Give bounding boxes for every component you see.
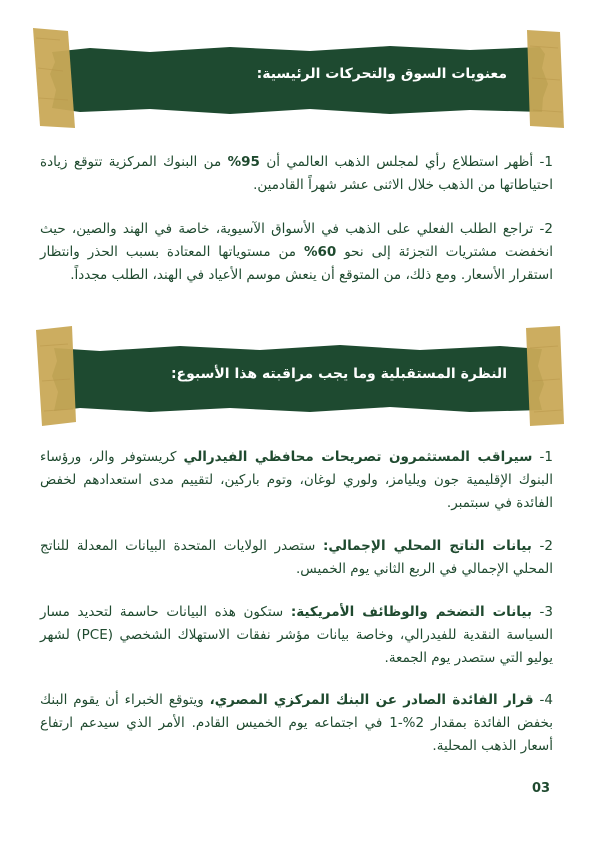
item-number: 1- [532,449,553,465]
item-text: ستصدر الولايات المتحدة البيانات المعدلة للناتج المحلي الإجمالي في الربع الثاني يوم الخميس. [40,538,553,577]
section2-item-1 [40,446,553,515]
item-lead: بيانات التضخم والوظائف الأمريكية: [290,604,532,620]
tape-left-1 [33,28,75,128]
section-banner-1 [30,28,565,128]
item-bold: 60% [303,244,337,260]
item-text: ويتوقع الخبراء أن يقوم البنك بخفض الفائدة بمقدار 2%-1 في اجتماعه يوم الخميس القادم. الأمر الذي سيدعم ارتفاع أسعار الذهب المحلية. [40,692,553,754]
item-lead: سيراقب المستثمرون تصريحات محافظي الفيدرالي [183,449,533,465]
item-text: ستكون هذه البيانات حاسمة لتحديد مسار السياسة النقدية للفيدرالي، وخاصة بيانات مؤشر نفقات الاستهلاك الشخصي (PCE) لشهر يوليو التي ستصدر يوم الجمعة. [40,604,554,666]
section-title-2: النظرة المستقبلية وما يجب مراقبته هذا الأسبوع: [170,366,507,382]
section2-item-4 [40,689,553,758]
section-title-1: معنويات السوق والتحركات الرئيسية: [256,66,507,82]
item-number: 2- [531,538,553,554]
section1-item-1 [40,151,553,197]
item-text-end: من مستوياتها المعتادة بسبب الحذر وانتظار استقرار الأسعار. ومع ذلك، من المتوقع أن ينعش موسم الأعياد في الهند، الطلب مجدداً. [40,244,553,283]
section1-item-2 [40,218,553,287]
item-lead: قرار الفائدة الصادر عن البنك المركزي المصري، [209,692,534,708]
item-bold: 95% [227,154,260,170]
item-text: كريستوفر والر، ورؤساء البنوك الإقليمية جون ويليامز، ولوري لوغان، وتوم باركين، لتقييم مدى استعدادهم لخفض الفائدة في سبتمبر. [40,449,553,511]
item-number: 3- [531,604,553,620]
section2-item-2 [40,535,553,581]
item-number: 4- [533,692,553,708]
tape-left-2 [36,326,76,426]
item-number: 2- [533,221,553,237]
item-text: تراجع الطلب الفعلي على الذهب في الأسواق الآسيوية، خاصة في الهند والصين، حيث انخفضت مشتريات التجزئة إلى نحو [40,221,553,260]
section2-item-3 [40,601,553,670]
item-number: 1- [533,154,554,170]
section-banner-2 [30,326,565,426]
page-number: 03 [532,781,551,796]
item-lead: بيانات الناتج المحلي الإجمالي: [322,538,532,554]
item-text-end: من البنوك المركزية تتوقع زيادة احتياطاتها من الذهب خلال الاثنى عشر شهراً القادمين. [40,154,553,193]
item-text: أظهر استطلاع رأي لمجلس الذهب العالمي أن [259,154,534,170]
